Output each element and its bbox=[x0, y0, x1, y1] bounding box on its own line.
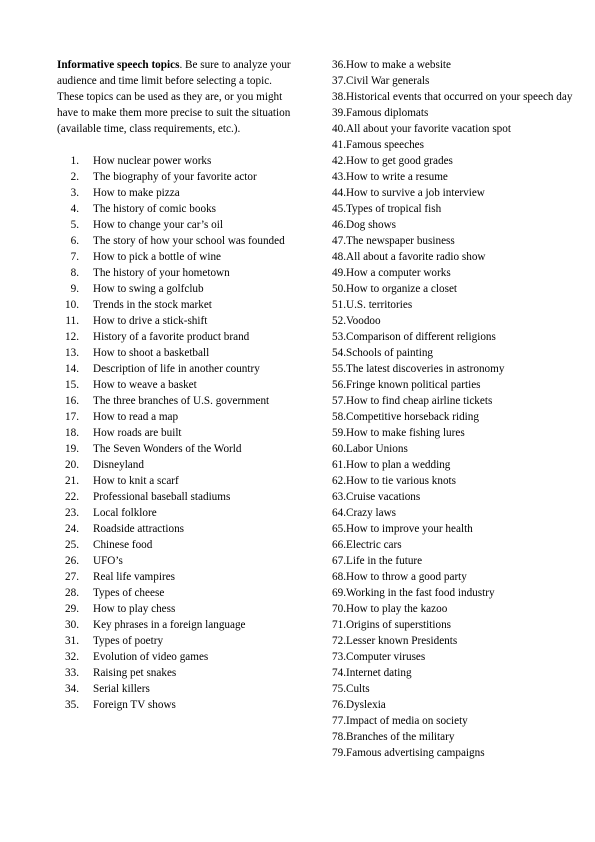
topic-text: How to play the kazoo bbox=[346, 603, 448, 615]
topic-item bbox=[318, 329, 593, 345]
topic-text: How nuclear power works bbox=[93, 155, 212, 167]
topic-number: 64. bbox=[332, 507, 346, 519]
topic-item bbox=[57, 297, 307, 313]
topic-text: Key phrases in a foreign language bbox=[93, 619, 246, 631]
topic-item bbox=[318, 617, 593, 633]
topic-number: 61. bbox=[332, 459, 346, 471]
topic-number: 28. bbox=[65, 587, 79, 599]
topic-number: 76. bbox=[332, 699, 346, 711]
topic-number: 8. bbox=[70, 267, 79, 279]
topic-text: How to make fishing lures bbox=[346, 427, 465, 439]
topic-number: 35. bbox=[65, 699, 79, 711]
topic-text: How a computer works bbox=[346, 267, 451, 279]
topic-item bbox=[57, 409, 307, 425]
topic-number: 29. bbox=[65, 603, 79, 615]
topic-list-left bbox=[57, 153, 307, 713]
topic-number: 67. bbox=[332, 555, 346, 567]
topic-text: Impact of media on society bbox=[346, 715, 468, 727]
topic-number: 1. bbox=[70, 155, 79, 167]
topic-item bbox=[57, 233, 307, 249]
topic-number: 15. bbox=[65, 379, 79, 391]
topic-text: How to change your car’s oil bbox=[93, 219, 223, 231]
topic-text: How to weave a basket bbox=[93, 379, 197, 391]
topic-number: 37. bbox=[332, 75, 346, 87]
topic-text: How to swing a golfclub bbox=[93, 283, 204, 295]
topic-item bbox=[318, 569, 593, 585]
topic-number: 52. bbox=[332, 315, 346, 327]
topic-item bbox=[57, 681, 307, 697]
topic-item bbox=[57, 633, 307, 649]
topic-item bbox=[57, 617, 307, 633]
topic-number: 16. bbox=[65, 395, 79, 407]
topic-number: 6. bbox=[70, 235, 79, 247]
topic-item bbox=[57, 265, 307, 281]
topic-item bbox=[318, 249, 593, 265]
topic-number: 24. bbox=[65, 523, 79, 535]
topic-number: 31. bbox=[65, 635, 79, 647]
topic-number: 20. bbox=[65, 459, 79, 471]
topic-text: The latest discoveries in astronomy bbox=[346, 363, 505, 375]
topic-text: The history of your hometown bbox=[93, 267, 230, 279]
topic-text: How to survive a job interview bbox=[346, 187, 485, 199]
topic-item bbox=[318, 201, 593, 217]
topic-text: The newspaper business bbox=[346, 235, 455, 247]
topic-text: Raising pet snakes bbox=[93, 667, 177, 679]
topic-number: 63. bbox=[332, 491, 346, 503]
topic-number: 9. bbox=[70, 283, 79, 295]
topic-number: 58. bbox=[332, 411, 346, 423]
topic-item bbox=[57, 521, 307, 537]
topic-number: 46. bbox=[332, 219, 346, 231]
topic-item bbox=[318, 121, 593, 137]
topic-item bbox=[318, 585, 593, 601]
topic-item bbox=[57, 249, 307, 265]
topic-text: How to make a website bbox=[346, 59, 452, 71]
topic-number: 4. bbox=[70, 203, 79, 215]
topic-text: How to play chess bbox=[93, 603, 176, 615]
topic-text: Electric cars bbox=[346, 539, 402, 551]
topic-text: How to get good grades bbox=[346, 155, 453, 167]
topic-item bbox=[318, 89, 593, 105]
topic-item bbox=[318, 361, 593, 377]
topic-text: Famous speeches bbox=[346, 139, 424, 151]
topic-number: 48. bbox=[332, 251, 346, 263]
topic-text: How to organize a closet bbox=[346, 283, 458, 295]
topic-item bbox=[57, 505, 307, 521]
topic-text: The story of how your school was founded bbox=[93, 235, 285, 247]
topic-text: History of a favorite product brand bbox=[93, 331, 250, 343]
topic-text: Labor Unions bbox=[346, 443, 408, 455]
topic-number: 44. bbox=[332, 187, 346, 199]
topic-number: 56. bbox=[332, 379, 346, 391]
topic-number: 13. bbox=[65, 347, 79, 359]
topic-text: Historical events that occurred on your speech day bbox=[346, 91, 573, 103]
topic-number: 66. bbox=[332, 539, 346, 551]
topic-item bbox=[318, 153, 593, 169]
topic-number: 7. bbox=[70, 251, 79, 263]
intro-paragraph bbox=[57, 57, 293, 137]
topic-number: 72. bbox=[332, 635, 346, 647]
topic-number: 68. bbox=[332, 571, 346, 583]
topic-text: How to find cheap airline tickets bbox=[346, 395, 493, 407]
topic-number: 34. bbox=[65, 683, 79, 695]
topic-text: Civil War generals bbox=[346, 75, 430, 87]
topic-item bbox=[318, 105, 593, 121]
topic-text: Famous advertising campaigns bbox=[346, 747, 485, 759]
topic-text: Working in the fast food industry bbox=[346, 587, 495, 599]
topic-item bbox=[57, 425, 307, 441]
topic-text: Foreign TV shows bbox=[93, 699, 176, 711]
topic-number: 10. bbox=[65, 299, 79, 311]
topic-number: 25. bbox=[65, 539, 79, 551]
topic-number: 2. bbox=[70, 171, 79, 183]
topic-number: 30. bbox=[65, 619, 79, 631]
topic-item bbox=[318, 633, 593, 649]
topic-number: 53. bbox=[332, 331, 346, 343]
topic-item bbox=[318, 697, 593, 713]
topic-text: How to drive a stick-shift bbox=[93, 315, 208, 327]
topic-item bbox=[318, 505, 593, 521]
topic-text: U.S. territories bbox=[346, 299, 413, 311]
topic-item bbox=[57, 185, 307, 201]
topic-item bbox=[318, 553, 593, 569]
topic-text: The three branches of U.S. government bbox=[93, 395, 270, 407]
topic-text: How to improve your health bbox=[346, 523, 473, 535]
topic-item bbox=[318, 137, 593, 153]
topic-item bbox=[318, 281, 593, 297]
topic-number: 69. bbox=[332, 587, 346, 599]
topic-item bbox=[318, 73, 593, 89]
topic-text: Dog shows bbox=[346, 219, 397, 231]
topic-item bbox=[57, 313, 307, 329]
topic-number: 21. bbox=[65, 475, 79, 487]
topic-text: How to tie various knots bbox=[346, 475, 457, 487]
topic-text: Professional baseball stadiums bbox=[93, 491, 231, 503]
topic-text: Famous diplomats bbox=[346, 107, 429, 119]
topic-item bbox=[57, 601, 307, 617]
topic-item bbox=[318, 521, 593, 537]
topic-item bbox=[57, 361, 307, 377]
topic-text: Roadside attractions bbox=[93, 523, 185, 535]
topic-item bbox=[57, 697, 307, 713]
topic-text: Local folklore bbox=[93, 507, 157, 519]
topic-text: Internet dating bbox=[346, 667, 412, 679]
topic-number: 59. bbox=[332, 427, 346, 439]
topic-number: 55. bbox=[332, 363, 346, 375]
topic-text: The biography of your favorite actor bbox=[93, 171, 257, 183]
topic-text: How to shoot a basketball bbox=[93, 347, 210, 359]
topic-number: 42. bbox=[332, 155, 346, 167]
topic-item bbox=[57, 377, 307, 393]
topic-item bbox=[57, 489, 307, 505]
left-column bbox=[57, 57, 307, 713]
topic-item bbox=[57, 537, 307, 553]
topic-text: Types of cheese bbox=[93, 587, 165, 599]
topic-item bbox=[318, 217, 593, 233]
topic-number: 75. bbox=[332, 683, 346, 695]
topic-text: Real life vampires bbox=[93, 571, 176, 583]
topic-item bbox=[318, 713, 593, 729]
topic-number: 3. bbox=[70, 187, 79, 199]
topic-number: 78. bbox=[332, 731, 346, 743]
topic-text: Trends in the stock market bbox=[93, 299, 212, 311]
topic-number: 22. bbox=[65, 491, 79, 503]
right-column bbox=[318, 57, 593, 761]
topic-text: Voodoo bbox=[346, 315, 381, 327]
topic-item bbox=[318, 441, 593, 457]
topic-text: Life in the future bbox=[346, 555, 423, 567]
topic-number: 23. bbox=[65, 507, 79, 519]
topic-item bbox=[57, 345, 307, 361]
topic-text: How to knit a scarf bbox=[93, 475, 179, 487]
topic-number: 12. bbox=[65, 331, 79, 343]
topic-text: How to read a map bbox=[93, 411, 179, 423]
topic-item bbox=[318, 425, 593, 441]
topic-item bbox=[318, 233, 593, 249]
topic-item bbox=[57, 201, 307, 217]
topic-number: 79. bbox=[332, 747, 346, 759]
topic-item bbox=[318, 297, 593, 313]
topic-item bbox=[57, 217, 307, 233]
topic-item bbox=[57, 585, 307, 601]
topic-number: 45. bbox=[332, 203, 346, 215]
topic-item bbox=[318, 729, 593, 745]
topic-text: Computer viruses bbox=[346, 651, 426, 663]
topic-text: How to throw a good party bbox=[346, 571, 467, 583]
topic-number: 70. bbox=[332, 603, 346, 615]
topic-number: 62. bbox=[332, 475, 346, 487]
topic-text: All about your favorite vacation spot bbox=[346, 123, 511, 135]
topic-item bbox=[318, 473, 593, 489]
topic-number: 65. bbox=[332, 523, 346, 535]
topic-text: Branches of the military bbox=[346, 731, 455, 743]
topic-item bbox=[57, 441, 307, 457]
topic-text: How to make pizza bbox=[93, 187, 180, 199]
topic-number: 73. bbox=[332, 651, 346, 663]
topic-item bbox=[318, 57, 593, 73]
topic-item bbox=[318, 393, 593, 409]
topic-number: 27. bbox=[65, 571, 79, 583]
topic-text: Crazy laws bbox=[346, 507, 397, 519]
topic-text: Schools of painting bbox=[346, 347, 434, 359]
topic-item bbox=[318, 537, 593, 553]
topic-item bbox=[318, 185, 593, 201]
topic-number: 38. bbox=[332, 91, 346, 103]
topic-text: Fringe known political parties bbox=[346, 379, 481, 391]
intro-title: Informative speech topics bbox=[57, 59, 180, 71]
topic-number: 41. bbox=[332, 139, 346, 151]
topic-text: Origins of superstitions bbox=[346, 619, 452, 631]
topic-number: 14. bbox=[65, 363, 79, 375]
topic-item bbox=[57, 665, 307, 681]
topic-number: 51. bbox=[332, 299, 346, 311]
topic-number: 54. bbox=[332, 347, 346, 359]
topic-text: Types of poetry bbox=[93, 635, 164, 647]
topic-item bbox=[57, 169, 307, 185]
topic-item bbox=[318, 681, 593, 697]
topic-number: 5. bbox=[70, 219, 79, 231]
topic-item bbox=[57, 281, 307, 297]
topic-text: How to pick a bottle of wine bbox=[93, 251, 222, 263]
topic-item bbox=[318, 345, 593, 361]
topic-item bbox=[57, 473, 307, 489]
topic-item bbox=[318, 409, 593, 425]
topic-text: Chinese food bbox=[93, 539, 153, 551]
topic-item bbox=[318, 313, 593, 329]
topic-number: 36. bbox=[332, 59, 346, 71]
topic-text: Evolution of video games bbox=[93, 651, 209, 663]
topic-number: 47. bbox=[332, 235, 346, 247]
topic-text: How to write a resume bbox=[346, 171, 448, 183]
topic-item bbox=[57, 649, 307, 665]
topic-number: 43. bbox=[332, 171, 346, 183]
topic-number: 40. bbox=[332, 123, 346, 135]
topic-number: 33. bbox=[65, 667, 79, 679]
topic-text: Dyslexia bbox=[346, 699, 386, 711]
topic-text: Cruise vacations bbox=[346, 491, 421, 503]
topic-list-right bbox=[318, 57, 593, 761]
topic-text: How roads are built bbox=[93, 427, 182, 439]
topic-text: Comparison of different religions bbox=[346, 331, 496, 343]
topic-text: Cults bbox=[346, 683, 370, 695]
topic-text: The Seven Wonders of the World bbox=[93, 443, 242, 455]
topic-number: 11. bbox=[65, 315, 79, 327]
topic-number: 49. bbox=[332, 267, 346, 279]
topic-item bbox=[57, 153, 307, 169]
topic-item bbox=[318, 169, 593, 185]
topic-item bbox=[318, 649, 593, 665]
topic-text: Disneyland bbox=[93, 459, 144, 471]
topic-text: Types of tropical fish bbox=[346, 203, 442, 215]
topic-text: How to plan a wedding bbox=[346, 459, 451, 471]
topic-number: 19. bbox=[65, 443, 79, 455]
topic-item bbox=[318, 377, 593, 393]
topic-number: 17. bbox=[65, 411, 79, 423]
topic-text: Serial killers bbox=[93, 683, 150, 695]
intro-body: . Be sure to analyze your audience and time limit before selecting a topic. These topics can be used as they are, or you might have to make them more precise to suit the situation (available time, class requirements, etc.). bbox=[57, 59, 291, 135]
topic-item bbox=[57, 457, 307, 473]
topic-item bbox=[57, 569, 307, 585]
topic-item bbox=[318, 601, 593, 617]
topic-item bbox=[318, 665, 593, 681]
topic-number: 60. bbox=[332, 443, 346, 455]
topic-text: The history of comic books bbox=[93, 203, 217, 215]
topic-item bbox=[57, 393, 307, 409]
topic-number: 32. bbox=[65, 651, 79, 663]
topic-item bbox=[57, 329, 307, 345]
topic-number: 26. bbox=[65, 555, 79, 567]
topic-number: 77. bbox=[332, 715, 346, 727]
topic-number: 57. bbox=[332, 395, 346, 407]
topic-number: 74. bbox=[332, 667, 346, 679]
topic-item bbox=[318, 745, 593, 761]
topic-number: 50. bbox=[332, 283, 346, 295]
topic-text: Lesser known Presidents bbox=[346, 635, 458, 647]
topic-number: 18. bbox=[65, 427, 79, 439]
topic-item bbox=[57, 553, 307, 569]
topic-item bbox=[318, 457, 593, 473]
topic-text: Competitive horseback riding bbox=[346, 411, 479, 423]
topic-item bbox=[318, 489, 593, 505]
topic-number: 71. bbox=[332, 619, 346, 631]
topic-text: All about a favorite radio show bbox=[346, 251, 486, 263]
topic-item bbox=[318, 265, 593, 281]
topic-text: UFO’s bbox=[93, 555, 123, 567]
topic-number: 39. bbox=[332, 107, 346, 119]
topic-text: Description of life in another country bbox=[93, 363, 260, 375]
